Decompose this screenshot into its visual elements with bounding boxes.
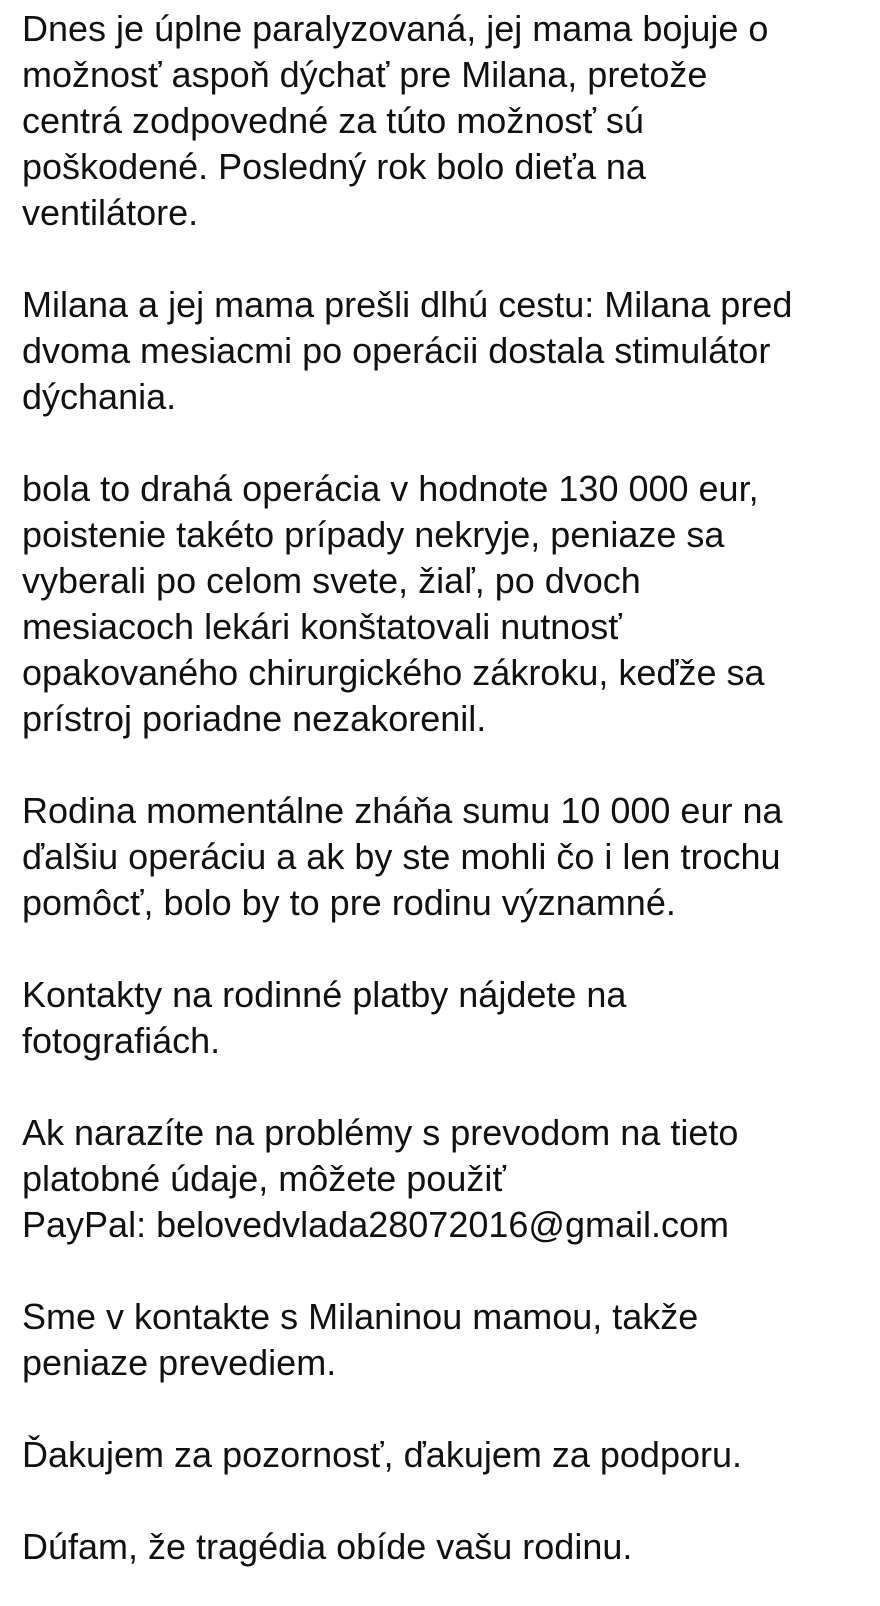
text-line: peniaze prevediem. [22, 1342, 337, 1383]
paragraph-spacer [22, 1386, 858, 1432]
paragraph-spacer [22, 742, 858, 788]
text-line: prístroj poriadne nezakorenil. [22, 698, 487, 739]
text-line: Milana a jej mama prešli dlhú cestu: Milana pred [22, 284, 793, 325]
text-line: ďalšiu operáciu a ak by ste mohli čo i len trochu [22, 836, 781, 877]
paragraph-operation-cost [22, 466, 858, 742]
text-line: centrá zodpovedné za túto možnosť sú [22, 100, 644, 141]
paragraph-spacer [22, 1478, 858, 1524]
paragraph-spacer [22, 420, 858, 466]
text-line: poistenie takéto prípady nekryje, peniaze sa [22, 514, 725, 555]
paragraph-transfer [22, 1294, 858, 1386]
text-line: poškodené. Posledný rok bolo dieťa na [22, 146, 646, 187]
text-line: Rodina momentálne zháňa sumu 10 000 eur na [22, 790, 783, 831]
text-line: dýchania. [22, 376, 177, 417]
paragraph-paypal [22, 1110, 858, 1248]
text-line: Dnes je úplne paralyzovaná, jej mama bojuje o [22, 8, 769, 49]
paragraph-fundraising [22, 788, 858, 926]
text-line: Sme v kontakte s Milaninou mamou, takže [22, 1296, 699, 1337]
text-line: opakovaného chirurgického zákroku, keďže sa [22, 652, 765, 693]
text-line: bola to drahá operácia v hodnote 130 000 eur, [22, 468, 759, 509]
text-line: Ak narazíte na problémy s prevodom na tieto [22, 1112, 739, 1153]
text-line: Ďakujem za pozornosť, ďakujem za podporu. [22, 1434, 742, 1475]
text-line: dvoma mesiacmi po operácii dostala stimulátor [22, 330, 771, 371]
text-line: pomôcť, bolo by to pre rodinu významné. [22, 882, 676, 923]
paragraph-spacer [22, 1064, 858, 1110]
paragraph-spacer [22, 926, 858, 972]
text-line: fotografiách. [22, 1020, 221, 1061]
paypal-email: PayPal: belovedvlada28072016@gmail.com [22, 1204, 729, 1245]
paragraph-spacer [22, 1248, 858, 1294]
text-line: platobné údaje, môžete použiť [22, 1158, 506, 1199]
text-line: vyberali po celom svete, žiaľ, po dvoch [22, 560, 641, 601]
text-line: možnosť aspoň dýchať pre Milana, pretože [22, 54, 708, 95]
text-line: Kontakty na rodinné platby nájdete na [22, 974, 627, 1015]
text-line: mesiacoch lekári konštatovali nutnosť [22, 606, 622, 647]
paragraph-spacer [22, 236, 858, 282]
paragraph-contacts [22, 972, 858, 1064]
text-line: Dúfam, že tragédia obíde vašu rodinu. [22, 1526, 633, 1567]
paragraph-closing [22, 1524, 858, 1570]
paragraph-paralysis [22, 6, 858, 236]
paragraph-thanks [22, 1432, 858, 1478]
text-line: ventilátore. [22, 192, 199, 233]
paragraph-journey [22, 282, 858, 420]
message-body [0, 6, 880, 1570]
